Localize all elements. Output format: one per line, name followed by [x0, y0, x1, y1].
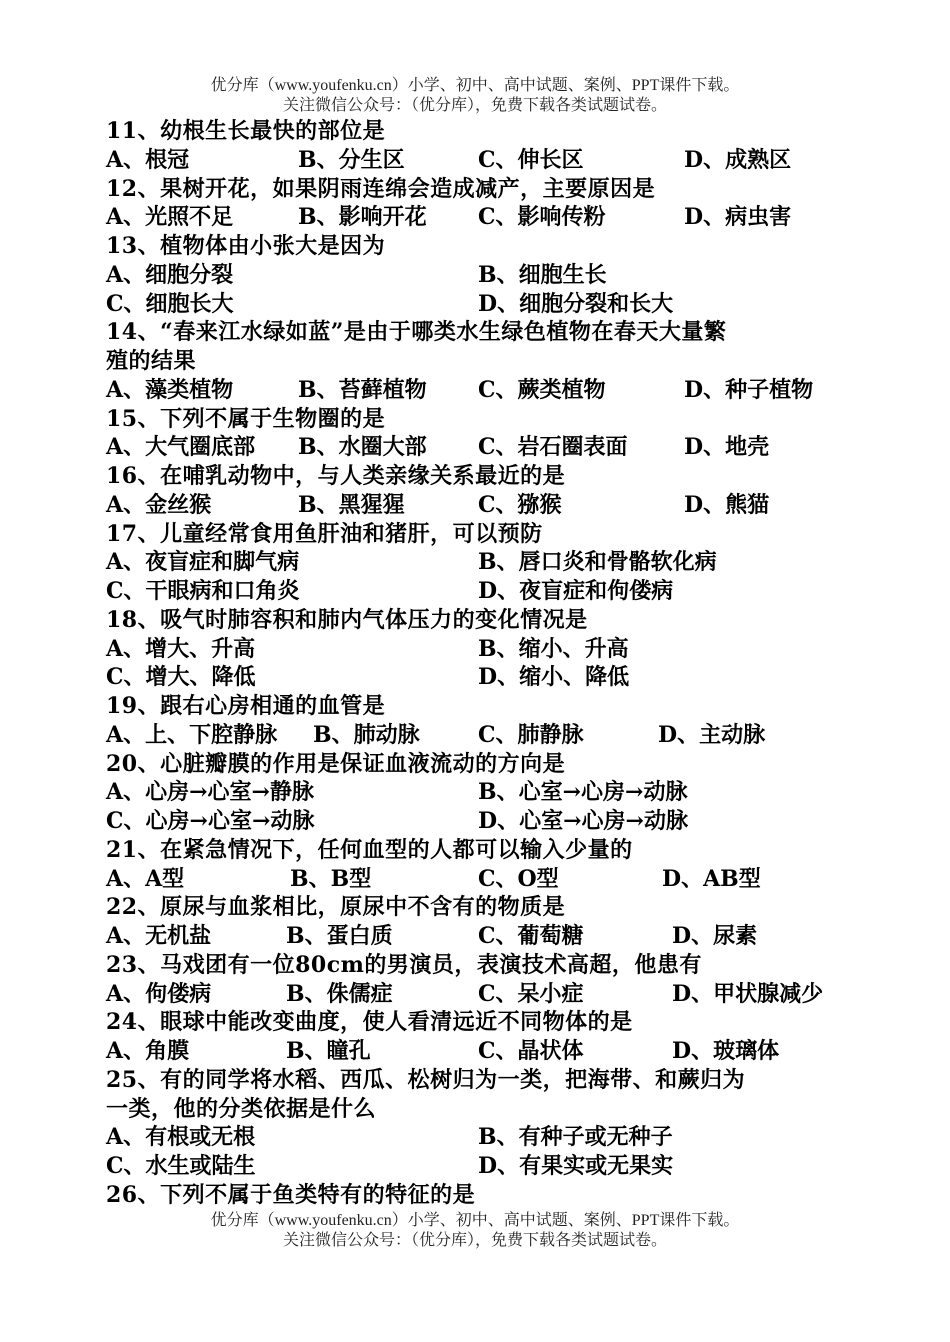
option-b: B、心室→心房→动脉: [478, 779, 688, 806]
option-row: [106, 577, 846, 606]
option-b: B、B型: [290, 865, 372, 892]
question-stem: [106, 1181, 846, 1210]
option-d: D、病虫害: [684, 204, 792, 231]
question-text: 26、下列不属于鱼类特有的特征的是: [106, 1181, 476, 1208]
question-stem: [106, 232, 846, 261]
option-b: B、蛋白质: [286, 923, 393, 949]
option-row: [106, 1123, 846, 1152]
question-stem-continued: [106, 1095, 846, 1124]
option-d: D、熊猫: [684, 491, 770, 518]
option-c: C、O型: [478, 865, 559, 892]
option-a: A、角膜: [106, 1038, 190, 1064]
option-row: [106, 146, 846, 175]
question-text: 11、幼根生长最快的部位是: [106, 118, 386, 144]
question-stem: [106, 1066, 846, 1095]
option-a: A、夜盲症和脚气病: [106, 549, 300, 576]
question-text: 22、原尿与血浆相比，原尿中不含有的物质是: [106, 894, 566, 921]
option-c: C、伸长区: [478, 146, 584, 173]
option-row: [106, 261, 846, 290]
option-c: C、增大、降低: [106, 664, 256, 691]
option-a: A、有根或无根: [106, 1124, 256, 1151]
page-header: [0, 76, 950, 116]
question-text: 19、跟右心房相通的血管是: [106, 693, 386, 719]
option-d: D、细胞分裂和长大: [478, 290, 674, 317]
option-row: [106, 635, 846, 664]
option-c: C、干眼病和口角炎: [106, 578, 300, 604]
option-b: B、黑猩猩: [298, 491, 405, 518]
option-row: [106, 290, 846, 319]
question-text-continued: 殖的结果: [106, 348, 197, 374]
option-d: D、夜盲症和佝偻病: [478, 578, 674, 604]
question-stem: [106, 606, 846, 635]
footer-line-1: 优分库（www.youfenku.cn）小学、初中、高中试题、案例、PPT课件下载。: [210, 1212, 740, 1229]
option-row: [106, 865, 846, 894]
option-b: B、有种子或无种子: [478, 1124, 673, 1151]
option-d: D、有果实或无果实: [478, 1153, 674, 1179]
option-row: [106, 807, 846, 836]
option-d: D、玻璃体: [672, 1038, 780, 1064]
option-row: [106, 433, 846, 462]
option-b: B、细胞生长: [478, 261, 607, 288]
question-stem: [106, 175, 846, 204]
option-d: D、缩小、降低: [478, 664, 630, 691]
option-b: B、缩小、升高: [478, 635, 629, 662]
option-b: B、肺动脉: [313, 721, 420, 748]
option-row: [106, 980, 846, 1009]
question-text: 18、吸气时肺容积和肺内气体压力的变化情况是: [106, 606, 588, 633]
option-a: A、大气圈底部: [106, 434, 256, 461]
option-b: B、苔藓植物: [298, 376, 427, 403]
option-c: C、蕨类植物: [478, 376, 606, 403]
option-row: [106, 778, 846, 807]
question-text-continued: 一类，他的分类依据是什么: [106, 1095, 377, 1122]
option-a: A、根冠: [106, 146, 190, 173]
option-b: B、瞳孔: [286, 1038, 371, 1064]
option-c: C、细胞长大: [106, 290, 234, 317]
option-a: A、增大、升高: [106, 635, 256, 662]
question-stem: [106, 405, 846, 434]
option-b: B、分生区: [298, 146, 405, 173]
question-list: [106, 117, 846, 1210]
question-stem-continued: [106, 347, 846, 376]
option-d: D、主动脉: [658, 721, 766, 748]
option-row: [106, 548, 846, 577]
question-text: 14、“春来江水绿如蓝”是由于哪类水生绿色植物在春天大量繁: [106, 319, 727, 346]
option-c: C、晶状体: [478, 1038, 584, 1064]
option-b: B、影响开花: [298, 204, 427, 231]
option-row: [106, 491, 846, 520]
option-a: A、无机盐: [106, 923, 212, 949]
option-b: B、唇口炎和骨骼软化病: [478, 549, 717, 576]
question-stem: [106, 692, 846, 721]
header-line-1: 优分库（www.youfenku.cn）小学、初中、高中试题、案例、PPT课件下载。: [210, 77, 740, 94]
option-d: D、心室→心房→动脉: [478, 808, 688, 834]
option-a: A、金丝猴: [106, 491, 212, 518]
option-row: [106, 1152, 846, 1181]
option-c: C、心房→心室→动脉: [106, 808, 315, 834]
option-row: [106, 376, 846, 405]
question-stem: [106, 1008, 846, 1037]
question-text: 15、下列不属于生物圈的是: [106, 405, 386, 432]
question-text: 23、马戏团有一位80cm的男演员，表演技术高超，他患有: [106, 951, 702, 978]
footer-line-2: 关注微信公众号：（优分库），免费下载各类试题试卷。: [282, 1232, 667, 1249]
question-stem: [106, 951, 846, 980]
option-a: A、细胞分裂: [106, 261, 234, 288]
question-stem: [106, 750, 846, 779]
option-d: D、AB型: [662, 865, 761, 892]
option-c: C、岩石圈表面: [478, 434, 628, 461]
option-b: B、侏儒症: [286, 980, 393, 1007]
header-line-2: 关注微信公众号：（优分库），免费下载各类试题试卷。: [282, 97, 667, 114]
option-c: C、葡萄糖: [478, 923, 584, 949]
option-c: C、猕猴: [478, 491, 562, 518]
option-c: C、呆小症: [478, 980, 584, 1007]
question-text: 24、眼球中能改变曲度，使人看清远近不同物体的是: [106, 1009, 633, 1036]
option-d: D、甲状腺减少: [672, 980, 824, 1007]
option-a: A、心房→心室→静脉: [106, 779, 314, 806]
option-row: [106, 922, 846, 951]
question-stem: [106, 318, 846, 347]
option-row: [106, 721, 846, 750]
option-d: D、尿素: [672, 923, 758, 949]
question-stem: [106, 462, 846, 491]
option-row: [106, 203, 846, 232]
option-a: A、藻类植物: [106, 376, 234, 403]
option-a: A、A型: [106, 865, 185, 892]
option-d: D、成熟区: [684, 146, 792, 173]
option-c: C、影响传粉: [478, 204, 606, 231]
question-stem: [106, 520, 846, 549]
page-footer: [0, 1211, 950, 1251]
question-text: 21、在紧急情况下，任何血型的人都可以输入少量的: [106, 836, 633, 863]
question-stem: [106, 893, 846, 922]
option-a: A、光照不足: [106, 204, 234, 231]
option-a: A、上、下腔静脉: [106, 721, 278, 748]
option-row: [106, 663, 846, 692]
question-text: 13、植物体由小张大是因为: [106, 233, 386, 259]
option-a: A、佝偻病: [106, 980, 212, 1007]
question-text: 20、心脏瓣膜的作用是保证血液流动的方向是: [106, 750, 566, 777]
question-stem: [106, 836, 846, 865]
option-row: [106, 1037, 846, 1066]
question-text: 17、儿童经常食用鱼肝油和猪肝，可以预防: [106, 520, 543, 547]
question-text: 25、有的同学将水稻、西瓜、松树归为一类，把海带、和蕨归为: [106, 1066, 746, 1093]
question-stem: [106, 117, 846, 146]
option-c: C、肺静脉: [478, 721, 584, 748]
question-text: 12、果树开花，如果阴雨连绵会造成减产，主要原因是: [106, 175, 656, 202]
option-d: D、地壳: [684, 434, 770, 461]
option-d: D、种子植物: [684, 376, 814, 403]
option-b: B、水圈大部: [298, 434, 427, 461]
question-text: 16、在哺乳动物中，与人类亲缘关系最近的是: [106, 463, 566, 489]
option-c: C、水生或陆生: [106, 1153, 256, 1179]
